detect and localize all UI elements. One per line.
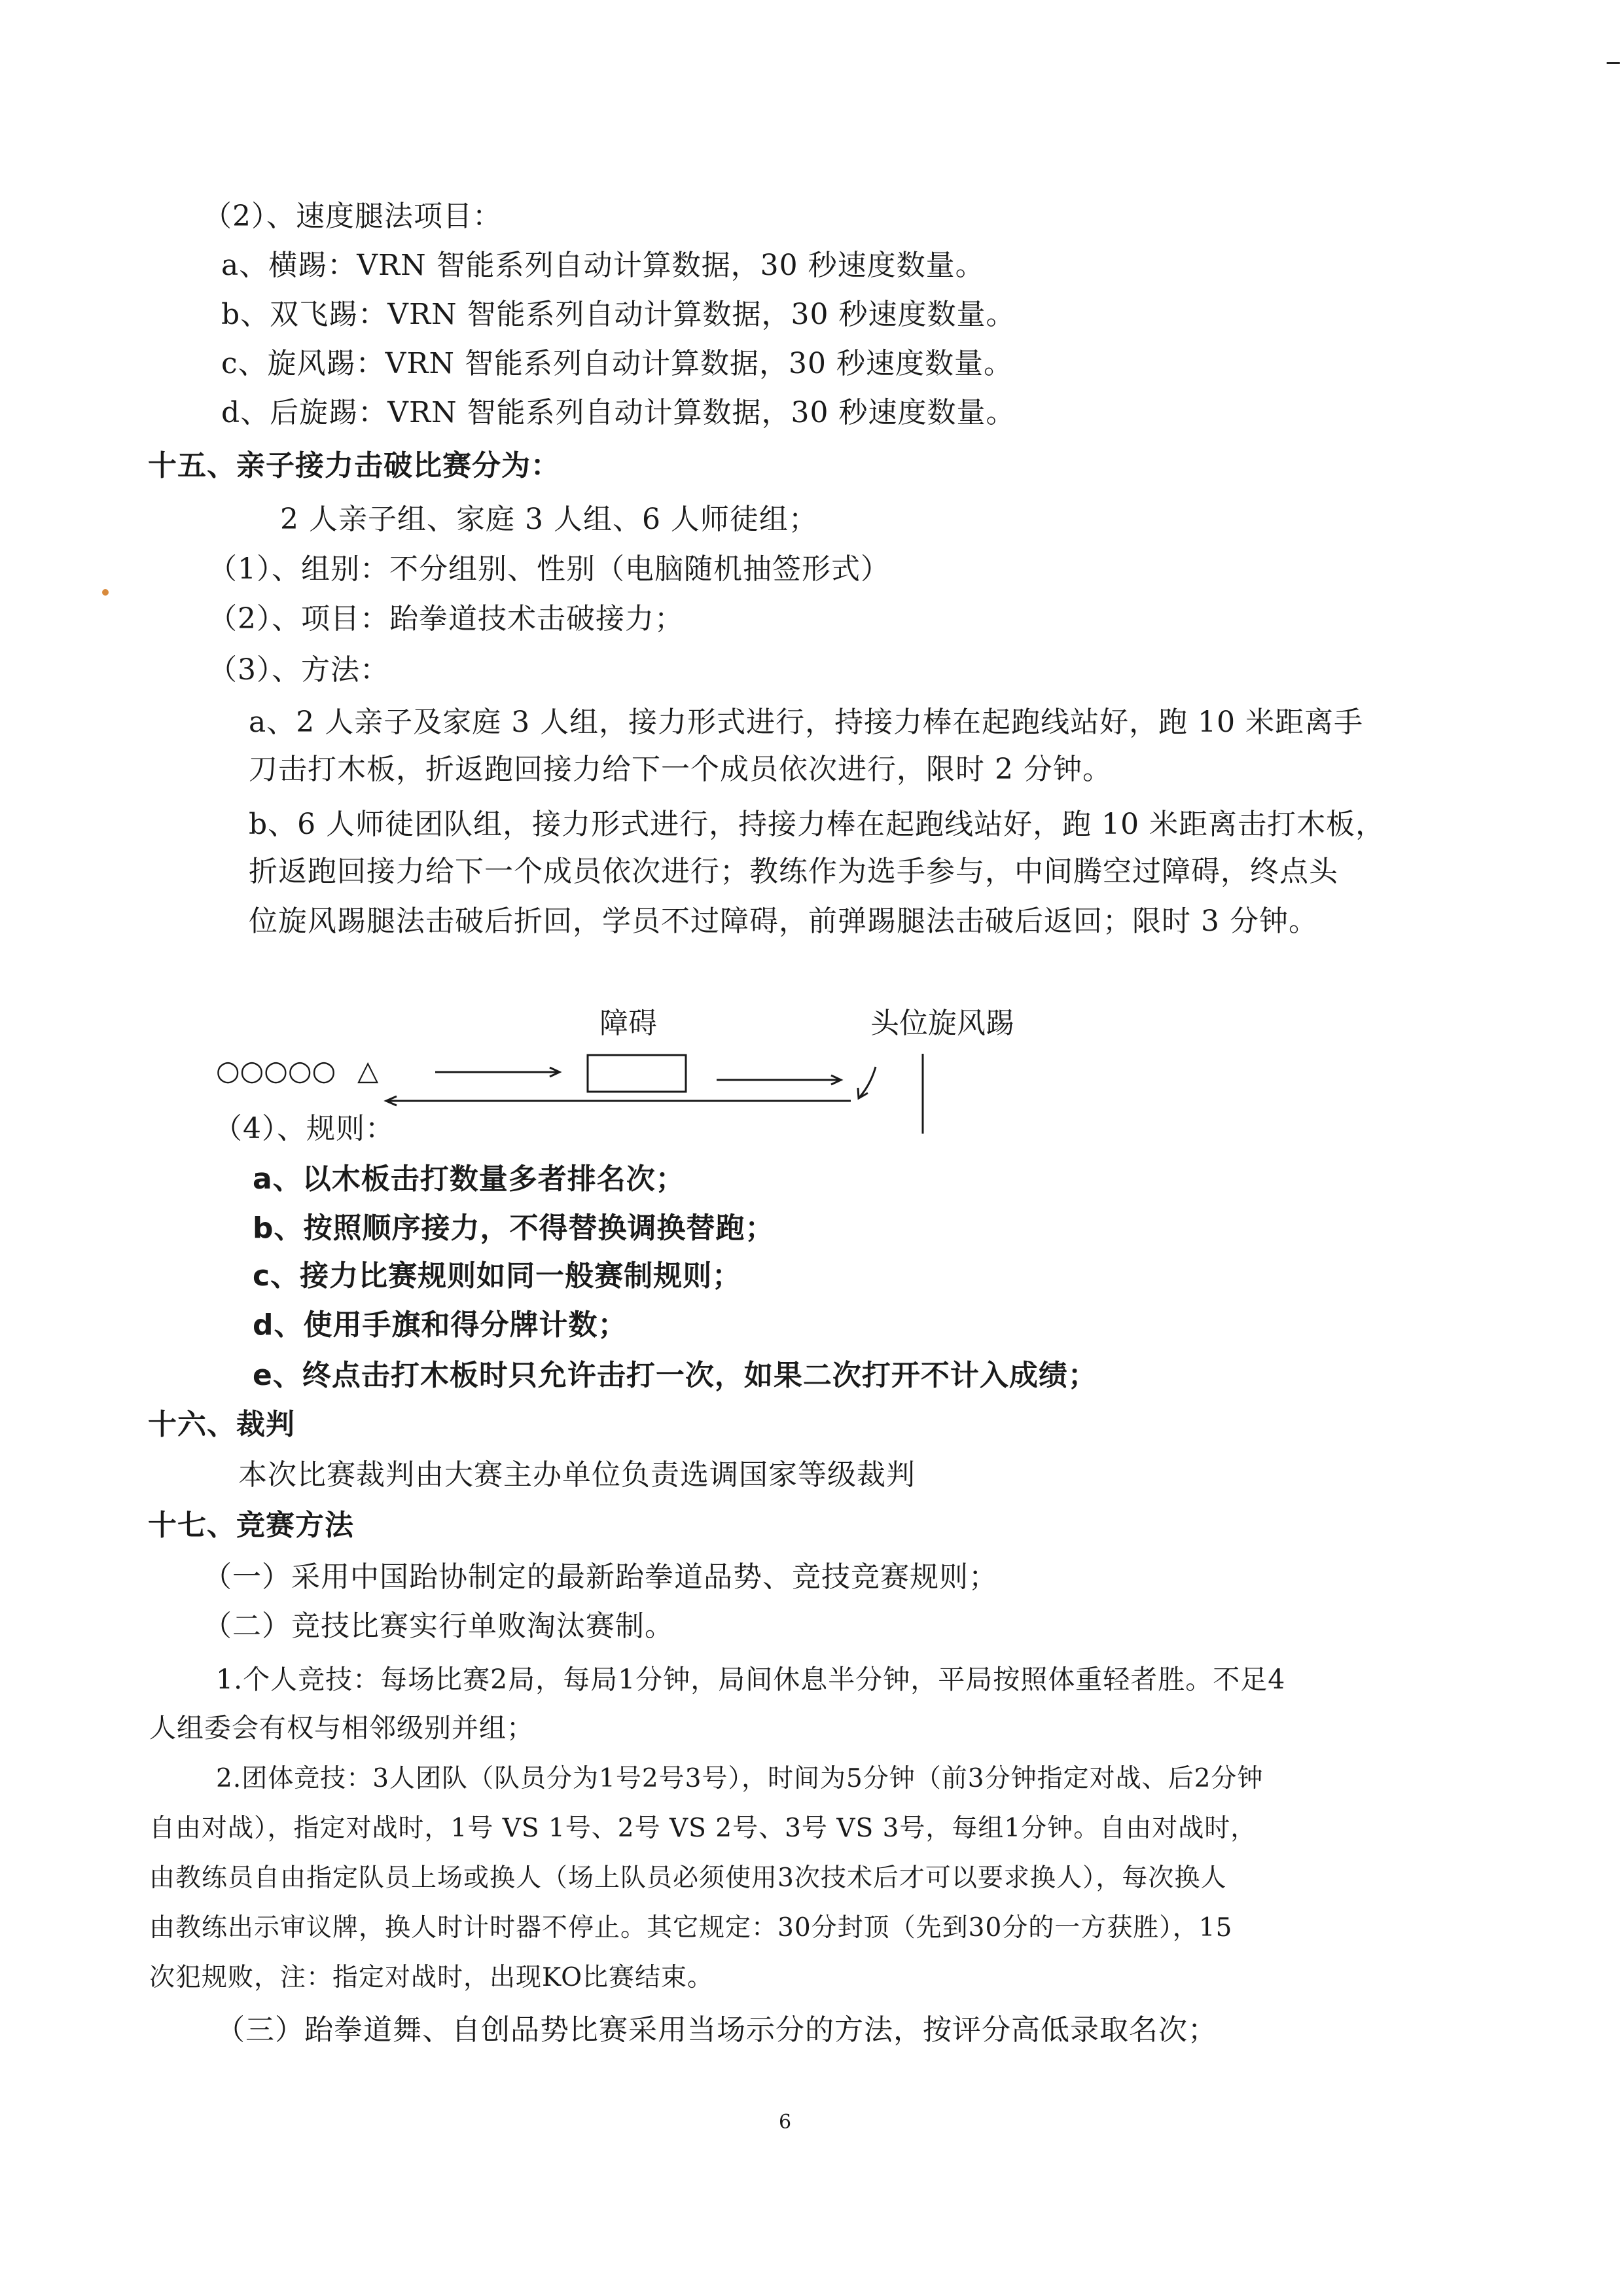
text-line: 2 人亲子组、家庭 3 人组、6 人师徒组；	[280, 503, 818, 536]
text-line: a、2 人亲子及家庭 3 人组，接力形式进行，持接力棒在起跑线站好，跑 10 米距离手	[249, 706, 1364, 739]
text-line: 1.个人竞技：每场比赛2局，每局1分钟，局间休息半分钟，平局按照体重轻者胜。不足4	[216, 1664, 1286, 1695]
text-line: c、旋风踢：VRN 智能系列自动计算数据，30 秒速度数量。	[221, 347, 1014, 380]
coach-triangle: △	[357, 1054, 379, 1086]
section-heading: 十五、亲子接力击破比赛分为：	[148, 449, 560, 482]
text-line: c、接力比赛规则如同一般赛制规则；	[253, 1259, 742, 1293]
text-line: 自由对战），指定对战时，1号 VS 1号、2号 VS 2号、3号 VS 3号，每组1分钟。自由对战时，	[149, 1814, 1257, 1843]
return-arrow-icon	[386, 1096, 851, 1105]
text-line: （2）、项目：跆拳道技术击破接力；	[208, 602, 684, 636]
obstacle-label: 障碍	[599, 1007, 657, 1040]
text-line: 由教练员自由指定队员上场或换人（场上队员必须使用3次技术后才可以要求换人），每次换人	[149, 1863, 1227, 1893]
runners-circles: ○○○○○	[216, 1054, 336, 1086]
text-line: d、后旋踢：VRN 智能系列自动计算数据，30 秒速度数量。	[221, 396, 1016, 429]
text-line: 人组委会有权与相邻级别并组；	[149, 1712, 534, 1744]
text-line: （二）竞技比赛实行单败淘汰赛制。	[203, 1609, 674, 1643]
text-line: d、使用手旗和得分牌计数；	[253, 1308, 628, 1342]
text-line: a、以木板击打数量多者排名次；	[253, 1162, 685, 1196]
text-line: 本次比赛裁判由大赛主办单位负责选调国家等级裁判	[238, 1458, 916, 1492]
obstacle-box	[588, 1055, 686, 1092]
section-heading: 十七、竞赛方法	[148, 1509, 354, 1542]
text-line: b、6 人师徒团队组，接力形式进行，持接力棒在起跑线站好，跑 10 米距离击打木板，	[249, 808, 1385, 841]
text-line: 位旋风踢腿法击破后折回，学员不过障碍，前弹踢腿法击破后返回；限时 3 分钟。	[249, 905, 1318, 938]
text-line: b、双飞踢：VRN 智能系列自动计算数据，30 秒速度数量。	[221, 298, 1016, 331]
text-line: 刀击打木板，折返跑回接力给下一个成员依次进行，限时 2 分钟。	[249, 753, 1112, 786]
text-line: b、按照顺序接力，不得替换调换替跑；	[253, 1211, 775, 1245]
finish-label: 头位旋风踢	[870, 1007, 1014, 1040]
text-line: a、横踢：VRN 智能系列自动计算数据，30 秒速度数量。	[221, 249, 985, 282]
text-line: （2）、速度腿法项目：	[203, 200, 502, 233]
section-heading: 十六、裁判	[148, 1408, 295, 1441]
scan-mark	[1607, 62, 1620, 64]
text-line: （3）、方法：	[208, 653, 389, 687]
text-line: （一）采用中国跆协制定的最新跆拳道品势、竞技竞赛规则；	[203, 1560, 998, 1594]
text-line: 折返跑回接力给下一个成员依次进行；教练作为选手参与，中间腾空过障碍，终点头	[249, 855, 1338, 888]
text-line: e、终点击打木板时只允许击打一次，如果二次打开不计入成绩；	[253, 1359, 1097, 1392]
text-line: 次犯规败，注：指定对战时，出现KO比赛结束。	[149, 1963, 714, 1992]
turn-arrow-icon	[858, 1067, 876, 1098]
forward-arrow-icon	[717, 1075, 841, 1085]
text-line: 由教练出示审议牌，换人时计时器不停止。其它规定：30分封顶（先到30分的一方获胜），15	[149, 1913, 1233, 1943]
text-line: 2.团体竞技：3人团队（队员分为1号2号3号），时间为5分钟（前3分钟指定对战、后2分钟	[216, 1764, 1264, 1793]
text-line: （1）、组别：不分组别、性别（电脑随机抽签形式）	[208, 552, 890, 586]
scan-speck	[102, 589, 109, 596]
text-line: （4）、规则：	[213, 1112, 395, 1145]
text-line: （三）跆拳道舞、自创品势比赛采用当场示分的方法，按评分高低录取名次；	[216, 2013, 1217, 2047]
forward-arrow-icon	[435, 1067, 560, 1077]
page-number: 6	[779, 2111, 792, 2134]
